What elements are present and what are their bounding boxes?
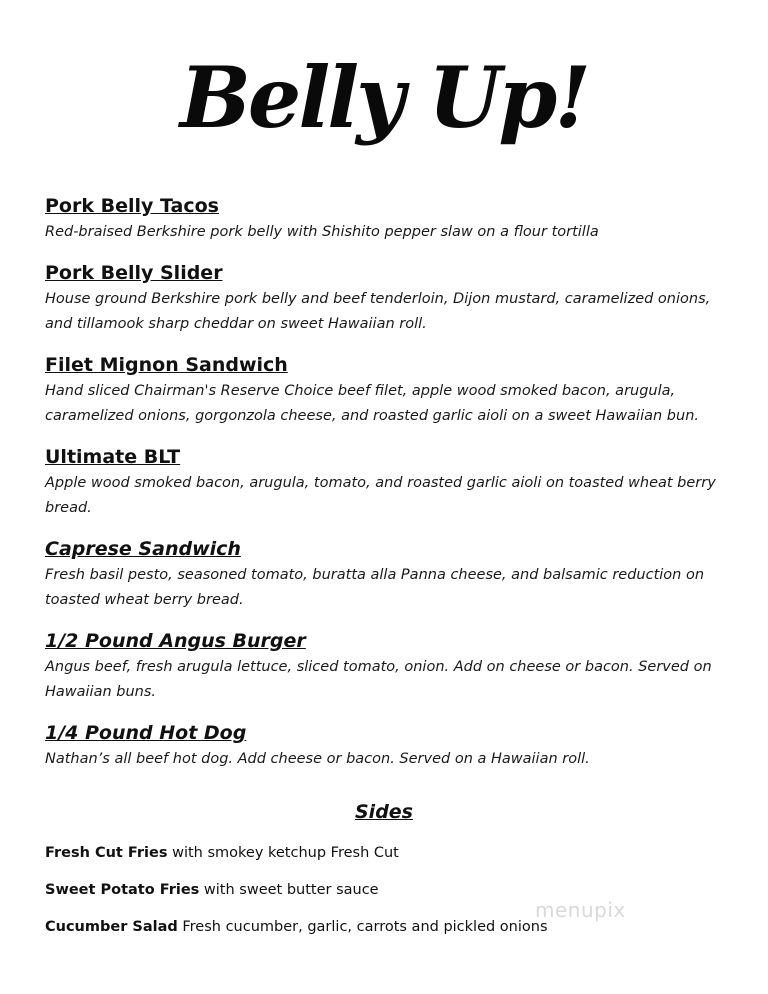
sides-list [45, 840, 735, 951]
side-description: with smokey ketchup Fresh Cut [172, 845, 399, 861]
item-description: Hand sliced Chairman's Reserve Choice beef filet, apple wood smoked bacon, arugula, caramelized onions, gorgonzola cheese, and roasted garlic aioli on a sweet Hawaiian bun. [45, 383, 699, 424]
menu-item [45, 192, 735, 245]
item-name: Pork Belly Tacos [45, 195, 219, 217]
side-name: Fresh Cut Fries [45, 845, 168, 861]
item-description: Apple wood smoked bacon, arugula, tomato, and roasted garlic aioli on toasted wheat berry bread. [45, 475, 716, 516]
menupix-watermark: menupix [535, 898, 626, 922]
item-name: Ultimate BLT [45, 446, 181, 468]
menu-item [45, 351, 735, 429]
item-description: Fresh basil pesto, seasoned tomato, buratta alla Panna cheese, and balsamic reduction on toasted wheat berry bread. [45, 567, 705, 608]
item-description: Angus beef, fresh arugula lettuce, sliced tomato, onion. Add on cheese or bacon. Served on Hawaiian buns. [45, 659, 712, 700]
item-description: Nathan’s all beef hot dog. Add cheese or bacon. Served on a Hawaiian roll. [45, 751, 590, 767]
menu-item [45, 627, 735, 705]
side-item [45, 914, 735, 940]
menu-item [45, 259, 735, 337]
side-name: Sweet Potato Fries [45, 882, 200, 898]
menu-item [45, 719, 735, 772]
side-item [45, 840, 735, 866]
item-name: 1/2 Pound Angus Burger [45, 630, 306, 652]
menu-item [45, 535, 735, 613]
item-description: House ground Berkshire pork belly and beef tenderloin, Dijon mustard, caramelized onions, and tillamook sharp cheddar on sweet Hawaiian roll. [45, 291, 711, 332]
side-description: with sweet butter sauce [203, 882, 379, 898]
side-name: Cucumber Salad [45, 919, 178, 935]
sides-heading: Sides [355, 801, 413, 823]
side-item [45, 877, 735, 903]
item-description: Red-braised Berkshire pork belly with Shishito pepper slaw on a flour tortilla [45, 224, 599, 240]
item-name: Caprese Sandwich [45, 538, 241, 560]
menu-item [45, 443, 735, 521]
menu-items [45, 192, 735, 786]
side-description: Fresh cucumber, garlic, carrots and pickled onions [182, 919, 548, 935]
item-name: Filet Mignon Sandwich [45, 354, 288, 376]
item-name: Pork Belly Slider [45, 262, 223, 284]
item-name: 1/4 Pound Hot Dog [45, 722, 247, 744]
menu-title: Belly Up! [179, 48, 589, 147]
